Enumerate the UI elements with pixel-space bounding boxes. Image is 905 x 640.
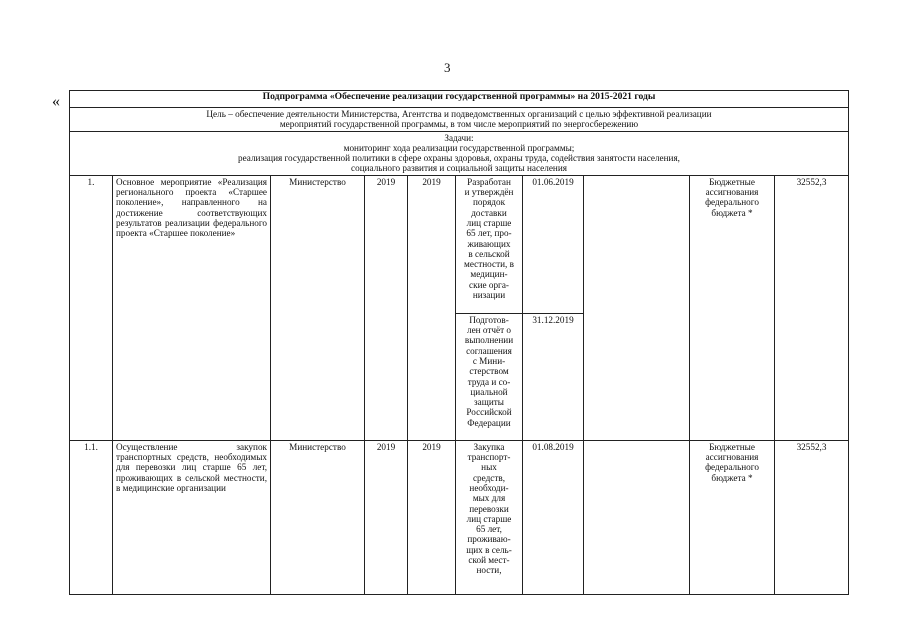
result-line: выполнении <box>464 335 514 346</box>
activity-name: Осуществление закупок транспортных средств, необходимых для перевозки лиц старше 65 лет, проживающих в сельской местности, в медицинские организации <box>113 440 271 594</box>
task-line: мониторинг хода реализации государственной программы; <box>343 142 575 153</box>
result-line: лен отчёт о <box>467 325 511 336</box>
goal-line: Цель – обеспечение деятельности Министерства, Агентства и подведомственных организаций с целью эффективной реализации <box>206 109 712 119</box>
result-line: ности, <box>476 565 502 576</box>
start-year: 2019 <box>365 175 408 440</box>
executor: Министерство <box>271 175 365 440</box>
goal-row <box>70 108 849 132</box>
funding-amount: 32552,3 <box>775 440 849 594</box>
result-line: транспорт- <box>467 452 511 463</box>
result-line: лиц старше <box>466 513 512 524</box>
result-line: мых для <box>472 493 506 504</box>
result-date: 01.08.2019 <box>523 440 584 594</box>
result-line: лиц старше <box>466 217 512 228</box>
end-year: 2019 <box>408 440 456 594</box>
result-line: Подготов- <box>469 314 509 325</box>
opening-quote-mark: « <box>52 93 60 110</box>
source-line: Бюджетные <box>709 176 755 187</box>
result-line: медицин- <box>470 269 508 280</box>
result-line: необходи- <box>469 482 509 493</box>
result-line: 65 лет, про- <box>466 228 512 239</box>
table-row <box>70 175 849 313</box>
goal-cell <box>70 108 849 132</box>
result-line: порядок <box>472 197 506 208</box>
result-cell <box>456 440 523 594</box>
subprogram-table <box>69 90 849 595</box>
result-line: перевозки <box>469 503 509 514</box>
result-date: 01.06.2019 <box>523 175 584 313</box>
start-year: 2019 <box>365 440 408 594</box>
row-number: 1.1. <box>70 440 113 594</box>
funding-amount: 32552,3 <box>775 175 849 440</box>
result-line: и утверждён <box>464 187 514 198</box>
goal-line: мероприятий государственной программы, в том числе мероприятий по энергосбережению <box>279 119 639 130</box>
result-line: живающих <box>467 238 511 249</box>
result-line: ных <box>481 462 497 473</box>
page-number: 3 <box>444 60 451 75</box>
result-line: низации <box>472 290 506 301</box>
result-line: Закупка <box>473 441 505 452</box>
result-cell <box>456 175 523 313</box>
result-line: труда и со- <box>467 376 511 387</box>
result-line: в сельской <box>468 248 510 259</box>
result-line: доставки <box>471 207 507 218</box>
result-line: ской мест- <box>468 555 510 566</box>
source-line: ассигнования <box>705 452 759 463</box>
result-line: Разработан <box>467 176 511 187</box>
tasks-cell <box>70 131 849 175</box>
source-line: ассигнования <box>705 187 759 198</box>
result-line: Российской <box>466 407 512 418</box>
empty-cell <box>584 175 690 440</box>
result-line: местности, в <box>464 259 514 270</box>
result-date: 31.12.2019 <box>523 313 584 440</box>
source-line: Бюджетные <box>709 441 755 452</box>
result-line: циальной <box>470 386 508 397</box>
result-line: щих в сель- <box>466 544 512 555</box>
funding-source <box>690 175 775 440</box>
result-line: защиты <box>474 397 504 408</box>
task-line: реализация государственной политики в сфере охраны здоровья, охраны труда, содействия занятости населения, <box>238 153 680 164</box>
row-number: 1. <box>70 175 113 440</box>
task-line: социального развития и социальной защиты населения <box>351 163 567 174</box>
empty-cell <box>584 440 690 594</box>
executor: Министерство <box>271 440 365 594</box>
result-cell <box>456 313 523 440</box>
result-line: стерством <box>469 366 509 377</box>
result-line: с Мини- <box>472 355 506 366</box>
source-line: бюджета * <box>711 207 753 218</box>
end-year: 2019 <box>408 175 456 440</box>
subprogram-title: Подпрограмма «Обеспечение реализации государственной программы» на 2015-2021 годы <box>70 91 849 108</box>
funding-source <box>690 440 775 594</box>
result-line: Федерации <box>467 417 511 428</box>
table-row <box>70 440 849 594</box>
activity-name: Основное мероприятие «Реализация регионального проекта «Старшее поколение», направленного на достижение соответствующих результатов реализации федерального проекта «Старшее поколение» <box>113 175 271 440</box>
result-line: средств, <box>472 472 506 483</box>
result-line: ские орга- <box>469 279 509 290</box>
result-line: 65 лет, <box>476 524 502 535</box>
title-row <box>70 91 849 108</box>
source-line: федерального <box>705 462 759 473</box>
tasks-heading: Задачи: <box>444 132 474 143</box>
source-line: федерального <box>705 197 759 208</box>
result-line: проживаю- <box>467 534 511 545</box>
tasks-row <box>70 131 849 175</box>
source-line: бюджета * <box>711 472 753 483</box>
result-line: соглашения <box>466 345 512 356</box>
